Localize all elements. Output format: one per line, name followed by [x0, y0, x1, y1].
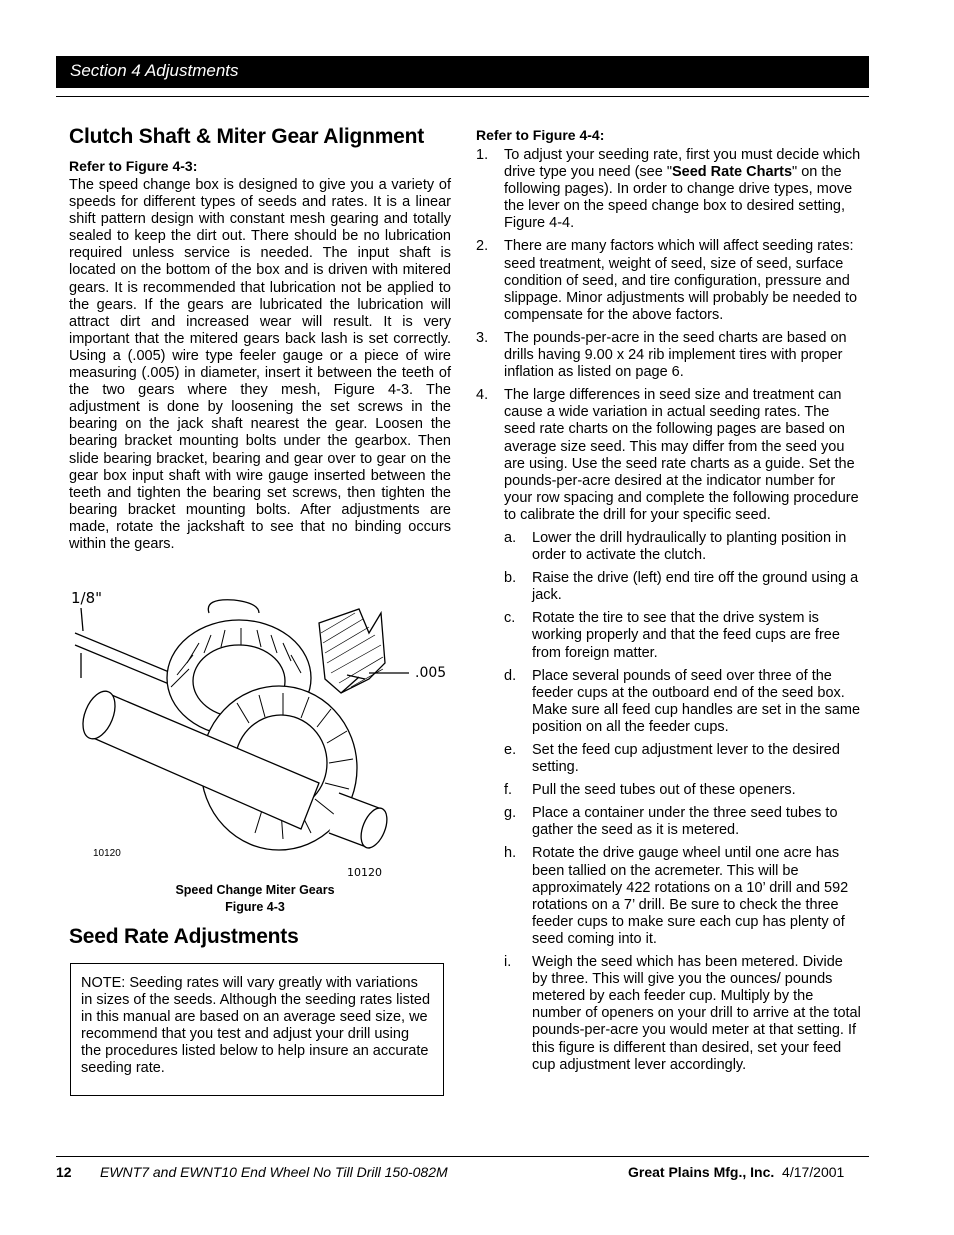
- gap-label: .005: [415, 665, 447, 681]
- step-letter: f.: [504, 782, 513, 799]
- item-text: " on the following pages). In order to change drive types, move the lever on the speed change box to desired setting, Figure 4-4.: [504, 164, 853, 232]
- step-letter: i.: [504, 954, 512, 971]
- figure-number: Figure 4-3: [225, 900, 285, 914]
- step-text: Rotate the tire to see that the drive system is working properly and that the feed cups are free from foreign matter.: [532, 610, 840, 661]
- clutch-title: Clutch Shaft & Miter Gear Alignment: [69, 125, 425, 148]
- item-emphasis: Seed Rate Charts: [671, 164, 793, 181]
- clutch-ref: Refer to Figure 4-3:: [69, 158, 198, 174]
- procedure-item: [476, 147, 862, 232]
- calibration-steps: [504, 530, 862, 1074]
- document-title: EWNT7 and EWNT10 End Wheel No Till Drill 150-082M: [100, 1164, 448, 1180]
- step-letter: c.: [504, 610, 516, 627]
- step-item: [504, 570, 862, 604]
- company-name: Great Plains Mfg., Inc.: [628, 1164, 775, 1180]
- item-number: 1.: [476, 147, 489, 163]
- item-text: There are many factors which will affect seeding rates: seed treatment, weight of seed, size of seed, surface condition of seed, and tire configuration, pressure and slippage. Minor adjustments will probably be needed to compensate for the above factors.: [504, 238, 858, 323]
- step-text: Lower the drill hydraulically to planting position in order to activate the clutch.: [532, 529, 847, 564]
- header-rule: [56, 96, 869, 97]
- seed-rate-procedure: [476, 127, 862, 1080]
- step-item: [504, 742, 862, 776]
- item-number: 3.: [476, 329, 489, 346]
- step-letter: g.: [504, 805, 517, 822]
- item-number: 4.: [476, 387, 489, 404]
- page-number: 12: [56, 1164, 72, 1180]
- figure-id-right: 10120: [347, 866, 382, 879]
- step-text: Place several pounds of seed over three of the feeder cups at the outboard end of the seed box. Make sure all feed cup handles are set in the same position on all the feeder cups.: [532, 667, 861, 735]
- note-text: NOTE: Seeding rates will vary greatly with variations in sizes of the seeds. Although the seeding rates listed in this manual are based on an average seed size, we recommend that you test and adjust your drill using the procedures listed below to help insure an accurate seeding rate.: [81, 975, 431, 1077]
- step-item: [504, 845, 862, 948]
- item-text: The large differences in seed size and treatment can cause a wide variation in actual seeding rates. The seed rate charts on the following pages are based on average size seed. This may differ from the seed you are using. Use the seed rate charts as a guide. Set the pounds-per-acre desired at the indicator number for your row spacing and complete the following procedure to calibrate the drill for your specific seed.: [504, 387, 859, 523]
- step-item: [504, 954, 862, 1074]
- figure-caption: [69, 882, 441, 916]
- step-text: Weigh the seed which has been metered. Divide by three. This will give you the ounces/ pounds metered by each feeder cup. Multiply by the number of openers on your drill to arrive at the total pounds-per-acre you would meter at that setting. If this figure is different than desired, set your feed cup adjustment lever accordingly.: [532, 954, 861, 1073]
- footer-company: [628, 1164, 844, 1180]
- step-item: [504, 668, 862, 736]
- seed-rate-title: Seed Rate Adjustments: [69, 925, 299, 948]
- clutch-section: [69, 125, 451, 553]
- step-letter: d.: [504, 667, 517, 684]
- step-item: [504, 805, 862, 839]
- backlash-detail-inset: [319, 609, 409, 693]
- procedure-ref: Refer to Figure 4-4:: [476, 127, 605, 143]
- figure-caption-title: Speed Change Miter Gears: [175, 883, 335, 897]
- step-item: [504, 610, 862, 661]
- item-number: 2.: [476, 238, 489, 255]
- step-letter: b.: [504, 570, 517, 587]
- revision-date: 4/17/2001: [782, 1164, 845, 1180]
- procedure-list: [476, 147, 862, 1074]
- step-letter: e.: [504, 742, 517, 758]
- section-header-bar: [56, 56, 869, 88]
- section-title: Section 4 Adjustments: [70, 61, 239, 80]
- item-text: The pounds-per-acre in the seed charts are based on drills having 9.00 x 24 rib implement tires with proper inflation as listed on page 6.: [504, 329, 847, 381]
- step-item: [504, 782, 862, 799]
- procedure-item: [476, 238, 862, 323]
- step-letter: h.: [504, 845, 517, 862]
- footer-rule: [56, 1156, 869, 1157]
- step-item: [504, 530, 862, 564]
- figure-id-left: 10120: [93, 848, 121, 859]
- step-text: Pull the seed tubes out of these openers.: [532, 782, 796, 799]
- item-text: To adjust your seeding rate, first you must decide which drive type you need (see ": [504, 147, 861, 181]
- step-text: Raise the drive (left) end tire off the ground using a jack.: [532, 570, 859, 604]
- step-text: Place a container under the three seed tubes to gather the seed as it is metered.: [532, 805, 838, 839]
- eighth-label: 1/8": [71, 589, 103, 607]
- clutch-paragraph: The speed change box is designed to give you a variety of speeds for different types of seeds and rates. It is a linear shift pattern design with constant mesh gearing and totally sealed to keep the dirt out. There should be no lubrication required unless service is needed. The input shaft is located on the bottom of the box and is driven with mitered gears. It is recommended that lubrication not be applied to the gears. If the gears are lubricated the lubrication will attract dirt and increased wear will result. It is very important that the mitered gears back lash is set correctly. Using a (.005) wire type feeler gauge or a piece of wire measuring (.005) in diameter, insert it between the teeth of the two gears where they mesh, Figure 4-3. The adjustment is done by loosening the set screws in the bearing on the jack shaft nearest the gear. Loosen the bearing bracket mounting bolts under the gearbox. Then slide bearing bracket, bearing and gear over to gear on the gear box input shaft with wire gauge inserted between the teeth and tighten the bearing set screws, then tighten the bearing bracket mounting bolts. After adjustments are made, rotate the jackshaft to see that no binding occurs within the gears.: [69, 177, 451, 552]
- procedure-item: [476, 330, 862, 381]
- step-text: Rotate the drive gauge wheel until one acre has been tallied on the acremeter. This will be approximately 422 rotations on a 10’ drill and 592 rotations on a 7’ drill. Be sure to check the three feeder cups to make sure each cup has plenty of seed coming into it.: [532, 845, 849, 947]
- miter-gear-figure: [69, 583, 449, 883]
- procedure-item: [476, 387, 862, 1073]
- step-letter: a.: [504, 529, 517, 546]
- seed-rate-note: [70, 963, 444, 1096]
- eighth-arrow: [81, 608, 83, 631]
- step-text: Set the feed cup adjustment lever to the desired setting.: [532, 742, 840, 776]
